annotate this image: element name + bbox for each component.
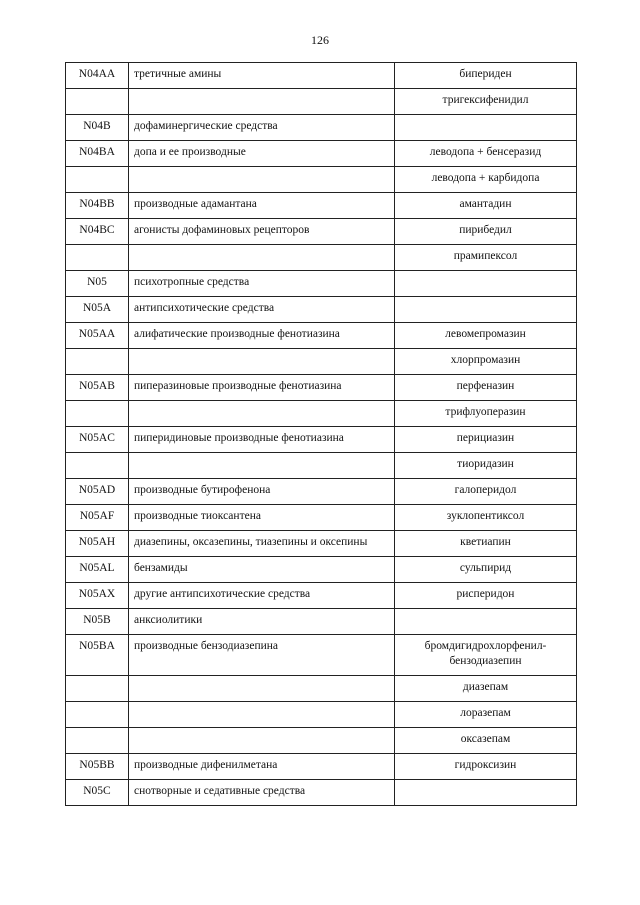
drug-name-cell: перфеназин bbox=[395, 375, 577, 401]
group-description-cell: производные бензодиазепина bbox=[129, 635, 395, 676]
drug-name-cell: зуклопентиксол bbox=[395, 505, 577, 531]
drug-name-cell bbox=[395, 115, 577, 141]
atc-code-cell bbox=[66, 728, 129, 754]
table-row bbox=[66, 676, 577, 702]
atc-code-cell: N05B bbox=[66, 609, 129, 635]
atc-code-cell: N05AA bbox=[66, 323, 129, 349]
atc-code-cell: N05AB bbox=[66, 375, 129, 401]
atc-code-cell bbox=[66, 89, 129, 115]
group-description-cell bbox=[129, 349, 395, 375]
group-description-cell: бензамиды bbox=[129, 557, 395, 583]
atc-code-cell: N05BA bbox=[66, 635, 129, 676]
drug-name-cell: рисперидон bbox=[395, 583, 577, 609]
atc-code-cell bbox=[66, 453, 129, 479]
atc-code-cell bbox=[66, 401, 129, 427]
drug-name-cell: левомепромазин bbox=[395, 323, 577, 349]
atc-code-cell: N04BC bbox=[66, 219, 129, 245]
drug-name-cell: галоперидол bbox=[395, 479, 577, 505]
table-row bbox=[66, 323, 577, 349]
table-row bbox=[66, 780, 577, 806]
atc-code-cell: N05C bbox=[66, 780, 129, 806]
group-description-cell: пиперидиновые производные фенотиазина bbox=[129, 427, 395, 453]
group-description-cell: производные тиоксантена bbox=[129, 505, 395, 531]
table-row bbox=[66, 583, 577, 609]
atc-code-cell: N04BA bbox=[66, 141, 129, 167]
group-description-cell: другие антипсихотические средства bbox=[129, 583, 395, 609]
group-description-cell bbox=[129, 676, 395, 702]
table-row bbox=[66, 349, 577, 375]
table-row bbox=[66, 141, 577, 167]
table-row bbox=[66, 479, 577, 505]
atc-code-cell bbox=[66, 702, 129, 728]
drug-name-cell bbox=[395, 297, 577, 323]
drug-name-cell: сульпирид bbox=[395, 557, 577, 583]
atc-code-cell: N04AA bbox=[66, 63, 129, 89]
drug-name-cell: перициазин bbox=[395, 427, 577, 453]
group-description-cell: третичные амины bbox=[129, 63, 395, 89]
drug-name-cell: прамипексол bbox=[395, 245, 577, 271]
drug-name-cell bbox=[395, 609, 577, 635]
atc-code-cell: N05BB bbox=[66, 754, 129, 780]
table-row bbox=[66, 754, 577, 780]
atc-code-cell: N04BB bbox=[66, 193, 129, 219]
table-row bbox=[66, 115, 577, 141]
atc-code-cell: N05AX bbox=[66, 583, 129, 609]
group-description-cell: снотворные и седативные средства bbox=[129, 780, 395, 806]
drug-name-cell: пирибедил bbox=[395, 219, 577, 245]
atc-code-cell bbox=[66, 167, 129, 193]
group-description-cell: пиперазиновые производные фенотиазина bbox=[129, 375, 395, 401]
group-description-cell: анксиолитики bbox=[129, 609, 395, 635]
page-number: 126 bbox=[311, 33, 329, 47]
table-row bbox=[66, 635, 577, 676]
atc-code-cell: N05AD bbox=[66, 479, 129, 505]
group-description-cell bbox=[129, 401, 395, 427]
drug-name-cell bbox=[395, 780, 577, 806]
table-row bbox=[66, 401, 577, 427]
drug-name-cell: трифлуоперазин bbox=[395, 401, 577, 427]
group-description-cell: производные адамантана bbox=[129, 193, 395, 219]
table-row bbox=[66, 89, 577, 115]
atc-code-cell bbox=[66, 245, 129, 271]
group-description-cell bbox=[129, 702, 395, 728]
drug-name-cell: хлорпромазин bbox=[395, 349, 577, 375]
table-row bbox=[66, 505, 577, 531]
drug-classification-table bbox=[65, 62, 577, 806]
table-row bbox=[66, 297, 577, 323]
group-description-cell: психотропные средства bbox=[129, 271, 395, 297]
atc-code-cell: N04B bbox=[66, 115, 129, 141]
drug-name-cell: кветиапин bbox=[395, 531, 577, 557]
group-description-cell: алифатические производные фенотиазина bbox=[129, 323, 395, 349]
atc-code-cell: N05AL bbox=[66, 557, 129, 583]
group-description-cell: диазепины, оксазепины, тиазепины и оксепины bbox=[129, 531, 395, 557]
drug-name-cell: тиоридазин bbox=[395, 453, 577, 479]
atc-code-cell: N05AH bbox=[66, 531, 129, 557]
drug-name-cell: леводопа + карбидопа bbox=[395, 167, 577, 193]
atc-code-cell: N05AC bbox=[66, 427, 129, 453]
group-description-cell: допа и ее производные bbox=[129, 141, 395, 167]
group-description-cell bbox=[129, 89, 395, 115]
drug-name-cell: бипериден bbox=[395, 63, 577, 89]
drug-name-cell bbox=[395, 271, 577, 297]
atc-code-cell bbox=[66, 349, 129, 375]
drug-name-cell: тригексифенидил bbox=[395, 89, 577, 115]
group-description-cell bbox=[129, 453, 395, 479]
table-row bbox=[66, 63, 577, 89]
table-row bbox=[66, 453, 577, 479]
drug-name-cell: амантадин bbox=[395, 193, 577, 219]
drug-name-cell: леводопа + бенсеразид bbox=[395, 141, 577, 167]
table-row bbox=[66, 245, 577, 271]
drug-name-cell: оксазепам bbox=[395, 728, 577, 754]
table-row bbox=[66, 193, 577, 219]
table-row bbox=[66, 219, 577, 245]
table-row bbox=[66, 702, 577, 728]
drug-name-cell: гидроксизин bbox=[395, 754, 577, 780]
group-description-cell: производные бутирофенона bbox=[129, 479, 395, 505]
table-row bbox=[66, 609, 577, 635]
atc-code-cell: N05AF bbox=[66, 505, 129, 531]
atc-code-cell bbox=[66, 676, 129, 702]
drug-name-cell: диазепам bbox=[395, 676, 577, 702]
group-description-cell: производные дифенилметана bbox=[129, 754, 395, 780]
drug-name-cell: лоразепам bbox=[395, 702, 577, 728]
atc-code-cell: N05 bbox=[66, 271, 129, 297]
table-row bbox=[66, 531, 577, 557]
table-row bbox=[66, 271, 577, 297]
group-description-cell: агонисты дофаминовых рецепторов bbox=[129, 219, 395, 245]
group-description-cell: антипсихотические средства bbox=[129, 297, 395, 323]
group-description-cell: дофаминергические средства bbox=[129, 115, 395, 141]
atc-code-cell: N05A bbox=[66, 297, 129, 323]
table-row bbox=[66, 557, 577, 583]
group-description-cell bbox=[129, 728, 395, 754]
table-row bbox=[66, 375, 577, 401]
group-description-cell bbox=[129, 245, 395, 271]
drug-name-cell: бромдигидрохлорфенил-бензодиазепин bbox=[395, 635, 577, 676]
table-row bbox=[66, 427, 577, 453]
table-row bbox=[66, 728, 577, 754]
table-row bbox=[66, 167, 577, 193]
group-description-cell bbox=[129, 167, 395, 193]
